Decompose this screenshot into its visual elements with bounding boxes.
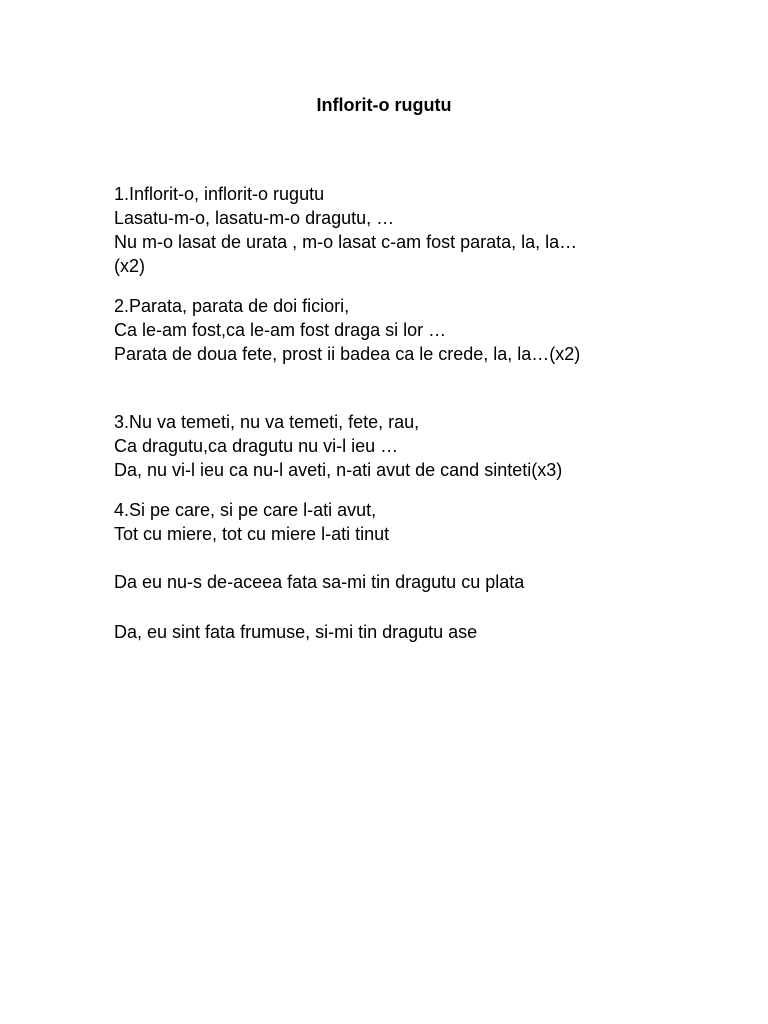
lyric-line: Ca le-am fost,ca le-am fost draga si lor … — [114, 320, 447, 340]
lyric-line: 4.Si pe care, si pe care l-ati avut, — [114, 500, 377, 520]
lyric-line: Parata de doua fete, prost ii badea ca le crede, la, la…(x2) — [114, 344, 581, 364]
stanza-4 — [114, 498, 734, 546]
lyric-line: Nu m-o lasat de urata , m-o lasat c-am fost parata, la, la… — [114, 232, 578, 252]
lyric-line: Ca dragutu,ca dragutu nu vi-l ieu … — [114, 436, 399, 456]
lyric-line: 3.Nu va temeti, nu va temeti, fete, rau, — [114, 412, 420, 432]
document-title: Inflorit-o rugutu — [316, 95, 452, 115]
stanza-1 — [114, 182, 734, 278]
lyric-line: Da, nu vi-l ieu ca nu-l aveti, n-ati avut de cand sinteti(x3) — [114, 460, 563, 480]
closing-line-2 — [114, 620, 734, 644]
lyric-line: (x2) — [114, 256, 145, 276]
lyric-line: Tot cu miere, tot cu miere l-ati tinut — [114, 524, 390, 544]
stanza-3 — [114, 410, 734, 482]
lyric-line: 2.Parata, parata de doi ficiori, — [114, 296, 350, 316]
lyric-line: Da eu nu-s de-aceea fata sa-mi tin dragutu cu plata — [114, 572, 525, 592]
closing-line-1 — [114, 570, 734, 594]
lyric-line: Lasatu-m-o, lasatu-m-o dragutu, … — [114, 208, 395, 228]
lyric-line: 1.Inflorit-o, inflorit-o rugutu — [114, 184, 325, 204]
stanza-2 — [114, 294, 734, 366]
lyric-line: Da, eu sint fata frumuse, si-mi tin dragutu ase — [114, 622, 478, 642]
